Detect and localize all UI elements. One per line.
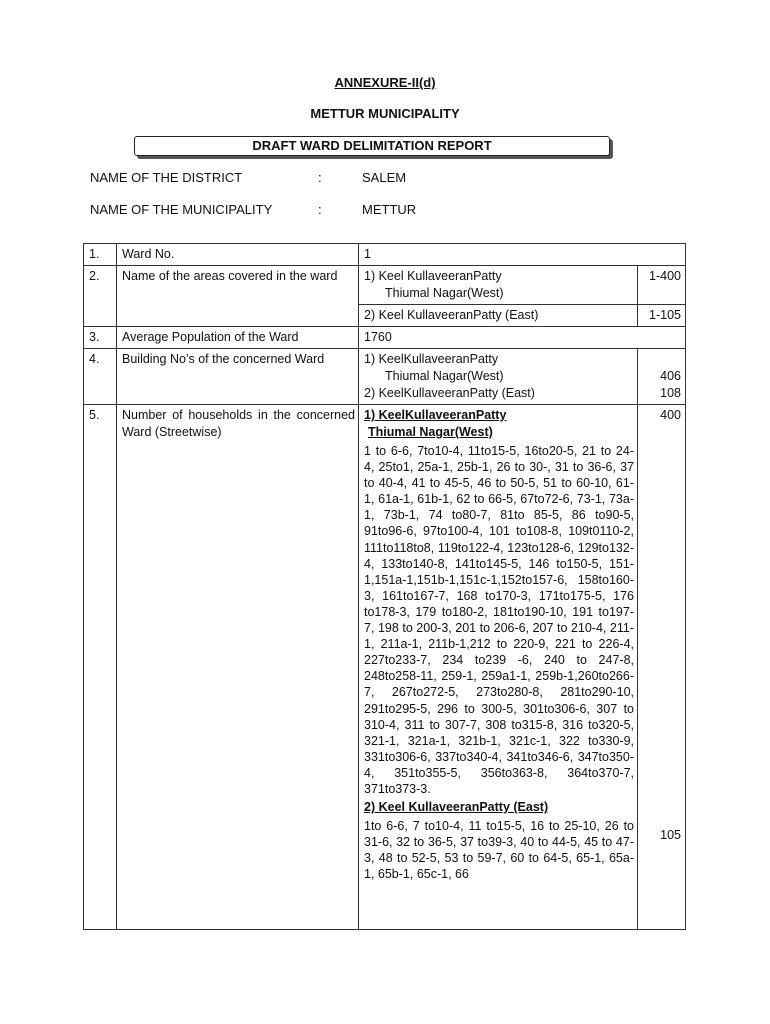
households-area-subheading: Thiumal Nagar(West) (368, 425, 493, 439)
row-number: 1. (84, 244, 117, 266)
households-count: 105 (660, 828, 681, 842)
table-row (84, 266, 686, 305)
area-name: 1) Keel KullaveeranPatty (364, 269, 502, 283)
ward-report-table (83, 243, 686, 930)
municipality-label: NAME OF THE MUNICIPALITY (90, 202, 273, 217)
ward-number: 1 (359, 244, 686, 266)
building-count: 108 (660, 386, 681, 400)
area-name: 2) Keel KullaveeranPatty (East) (359, 305, 638, 327)
area-range: 1-400 (638, 266, 686, 305)
row-number: 3. (84, 327, 117, 349)
building-subarea: Thiumal Nagar(West) (385, 369, 504, 383)
row-label: Building No’s of the concerned Ward (117, 349, 359, 405)
households-area-heading: 2) Keel KullaveeranPatty (East) (364, 800, 549, 815)
district-value: SALEM (362, 170, 407, 185)
table-row (84, 349, 686, 405)
building-cell (359, 349, 638, 405)
table-row (84, 244, 686, 266)
area-subname: Thiumal Nagar(West) (385, 286, 504, 300)
district-label: NAME OF THE DISTRICT (90, 170, 243, 185)
building-count: 406 (660, 369, 681, 383)
report-title-box: DRAFT WARD DELIMITATION REPORT (134, 136, 610, 156)
households-counts (638, 405, 686, 930)
building-area: 1) KeelKullaveeranPatty (364, 352, 499, 366)
municipality-separator: : (318, 202, 322, 217)
row-number: 2. (84, 266, 117, 327)
households-streets: 1to 6-6, 7 to10-4, 11 to15-5, 16 to 25-10, 26 to 31-6, 32 to 36-5, 37 to39-3, 40 to 44-5, 45 to 47-3, 48 to 52-5, 53 to 59-7, 60 to 64-5, 65-1, 65a-1, 65b-1, 65c-1, 66 (364, 819, 634, 882)
building-area: 2) KeelKullaveeranPatty (East) (364, 386, 535, 400)
row-label: Ward No. (117, 244, 359, 266)
population-value: 1760 (359, 327, 686, 349)
households-area-heading: 1) KeelKullaveeranPatty (364, 408, 507, 422)
households-count: 400 (660, 408, 681, 422)
municipality-title: METTUR MUNICIPALITY (310, 106, 460, 121)
table-row (84, 327, 686, 349)
table-row (84, 405, 686, 930)
building-counts (638, 349, 686, 405)
households-streets: 1 to 6-6, 7to10-4, 11to15-5, 16to20-5, 21 to 24-4, 25to1, 25a-1, 25b-1, 26 to 30-, 31 to 36-6, 37 to 40-4, 41 to 45-5, 46 to 50-5, 51 to 60-10, 61-1, 61a-1, 61b-1, 62 to 66-5, 67to72-6, 73-1, 73a-1, 73b-1, 74 to80-7, 81to 85-5, 86 to90-5, 91to96-6, 97to100-4, 101 to108-8, 109t0110-2, 111to118to8, 119to122-4, 123to128-6, 129to132-4, 133to140-8, 141to145-5, 146 to150-5, 151-1,151a-1,151b-1,151c-1,152to157-6, 158to160-3, 161to167-7, 168 to170-3, 171to175-5, 176 to178-3, 179 to180-2, 181to190-10, 191 to197-7, 198 to 200-3, 201 to 206-6, 207 to 210-4, 211-1, 211a-1, 211b-1,212 to 220-9, 221 to 226-4, 227to233-7, 234 to239 -6, 240 to 247-8, 248to258-11, 259-1, 259a1-1, 259b-1,260to266-7, 267to272-5, 273to280-8, 281to290-10, 291to295-5, 296 to 300-5, 301to306-6, 307 to 310-4, 311 to 307-7, 308 to315-8, 316 to320-5, 321-1, 321a-1, 321b-1, 321c-1, 322 to330-9, 331to306-6, 337to340-4, 341to346-6, 347to350-4, 351to355-5, 356to363-8, 364to370-7, 371to373-3. (364, 444, 634, 796)
area-range: 1-105 (638, 305, 686, 327)
area-cell (359, 266, 638, 305)
annexure-title: ANNEXURE-II(d) (334, 75, 436, 90)
row-label: Average Population of the Ward (117, 327, 359, 349)
households-cell (359, 405, 638, 930)
row-number: 4. (84, 349, 117, 405)
municipality-value: METTUR (362, 202, 417, 217)
row-label: Name of the areas covered in the ward (117, 266, 359, 327)
district-separator: : (318, 170, 322, 185)
row-number: 5. (84, 405, 117, 930)
row-label: Number of households in the concerned Ward (Streetwise) (117, 405, 359, 930)
